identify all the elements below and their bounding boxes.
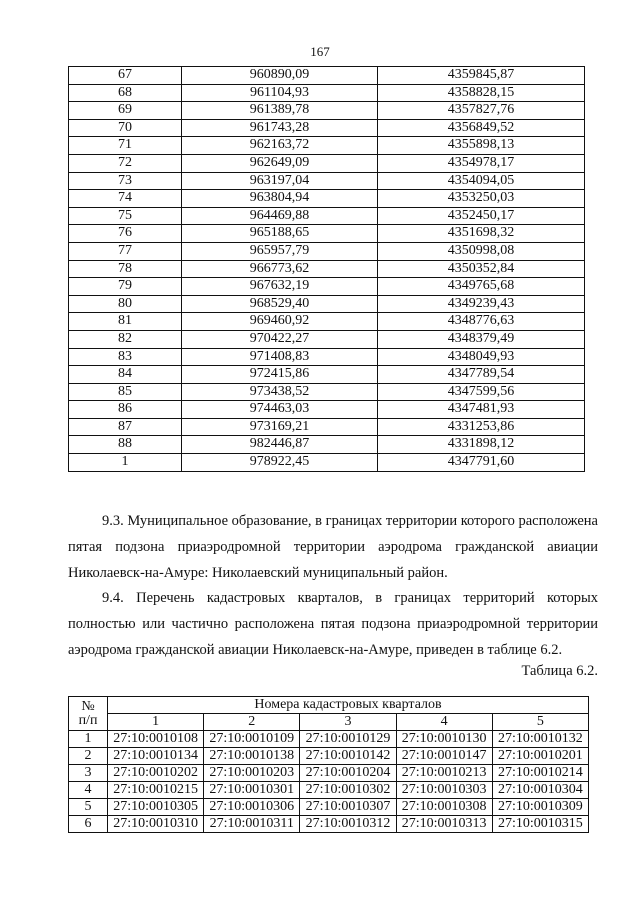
y-coordinate-cell: 4351698,32 xyxy=(378,225,585,243)
cadastral-quarter-cell: 27:10:0010202 xyxy=(108,765,204,782)
point-number-cell: 70 xyxy=(69,119,182,137)
paragraph-9-4 xyxy=(68,585,598,663)
x-coordinate-cell: 973438,52 xyxy=(182,383,378,401)
header-number-abbrev: п/п xyxy=(78,712,98,728)
cadastral-quarter-cell: 27:10:0010215 xyxy=(108,782,204,799)
table-row xyxy=(69,207,585,225)
row-number-cell: 1 xyxy=(69,731,108,748)
cadastral-quarter-cell: 27:10:0010132 xyxy=(492,731,588,748)
table-row xyxy=(69,102,585,120)
point-number-cell: 67 xyxy=(69,67,182,85)
cadastral-quarter-cell: 27:10:0010214 xyxy=(492,765,588,782)
column-number-3: 3 xyxy=(300,714,396,731)
cadastral-quarter-cell: 27:10:0010108 xyxy=(108,731,204,748)
table-row xyxy=(69,436,585,454)
x-coordinate-cell: 968529,40 xyxy=(182,295,378,313)
x-coordinate-cell: 982446,87 xyxy=(182,436,378,454)
point-number-cell: 80 xyxy=(69,295,182,313)
x-coordinate-cell: 961743,28 xyxy=(182,119,378,137)
cadastral-quarter-cell: 27:10:0010142 xyxy=(300,748,396,765)
cadastral-quarter-cell: 27:10:0010312 xyxy=(300,816,396,833)
x-coordinate-cell: 978922,45 xyxy=(182,454,378,472)
table-row xyxy=(69,418,585,436)
point-number-cell: 68 xyxy=(69,84,182,102)
y-coordinate-cell: 4358828,15 xyxy=(378,84,585,102)
point-number-cell: 77 xyxy=(69,242,182,260)
y-coordinate-cell: 4348776,63 xyxy=(378,313,585,331)
table-caption: Таблица 6.2. xyxy=(521,663,598,679)
y-coordinate-cell: 4353250,03 xyxy=(378,190,585,208)
table-row xyxy=(69,313,585,331)
x-coordinate-cell: 972415,86 xyxy=(182,366,378,384)
y-coordinate-cell: 4359845,87 xyxy=(378,67,585,85)
y-coordinate-cell: 4347791,60 xyxy=(378,454,585,472)
x-coordinate-cell: 962649,09 xyxy=(182,154,378,172)
y-coordinate-cell: 4352450,17 xyxy=(378,207,585,225)
y-coordinate-cell: 4354094,05 xyxy=(378,172,585,190)
x-coordinate-cell: 966773,62 xyxy=(182,260,378,278)
point-number-cell: 81 xyxy=(69,313,182,331)
paragraph-9-3 xyxy=(68,508,598,586)
point-number-cell: 1 xyxy=(69,454,182,472)
cadastral-quarter-cell: 27:10:0010311 xyxy=(204,816,300,833)
point-number-cell: 78 xyxy=(69,260,182,278)
point-number-cell: 88 xyxy=(69,436,182,454)
cadastral-quarter-cell: 27:10:0010310 xyxy=(108,816,204,833)
cadastral-quarter-cell: 27:10:0010315 xyxy=(492,816,588,833)
y-coordinate-cell: 4356849,52 xyxy=(378,119,585,137)
point-number-cell: 86 xyxy=(69,401,182,419)
cadastral-quarters-table xyxy=(68,696,589,833)
header-title-cell: Номера кадастровых кварталов xyxy=(108,697,589,714)
table-header-row xyxy=(69,697,589,714)
cadastral-quarter-cell: 27:10:0010304 xyxy=(492,782,588,799)
table-row xyxy=(69,119,585,137)
y-coordinate-cell: 4354978,17 xyxy=(378,154,585,172)
point-number-cell: 84 xyxy=(69,366,182,384)
y-coordinate-cell: 4355898,13 xyxy=(378,137,585,155)
table-row xyxy=(69,242,585,260)
x-coordinate-cell: 963197,04 xyxy=(182,172,378,190)
column-number-1: 1 xyxy=(108,714,204,731)
table-row xyxy=(69,278,585,296)
table-row xyxy=(69,782,589,799)
cadastral-quarter-cell: 27:10:0010308 xyxy=(396,799,492,816)
header-number-cell xyxy=(69,697,108,731)
cadastral-quarter-cell: 27:10:0010313 xyxy=(396,816,492,833)
header-number-symbol: № xyxy=(81,698,95,714)
table-row xyxy=(69,366,585,384)
table-row xyxy=(69,816,589,833)
table-row xyxy=(69,330,585,348)
paragraph-9-4-text: 9.4. Перечень кадастровых кварталов, в границах территорий которых полностью или частично расположена пятая подзона приаэродромной территории аэродрома гражданской авиации Николаевск-на-Амуре, приведен в таблице 6.2. xyxy=(68,590,598,658)
table-row xyxy=(69,260,585,278)
point-number-cell: 87 xyxy=(69,418,182,436)
table-column-numbers-row xyxy=(69,714,589,731)
y-coordinate-cell: 4349765,68 xyxy=(378,278,585,296)
cadastral-quarter-cell: 27:10:0010130 xyxy=(396,731,492,748)
cadastral-quarter-cell: 27:10:0010301 xyxy=(204,782,300,799)
point-number-cell: 74 xyxy=(69,190,182,208)
y-coordinate-cell: 4357827,76 xyxy=(378,102,585,120)
row-number-cell: 6 xyxy=(69,816,108,833)
point-number-cell: 75 xyxy=(69,207,182,225)
cadastral-quarter-cell: 27:10:0010109 xyxy=(204,731,300,748)
y-coordinate-cell: 4348049,93 xyxy=(378,348,585,366)
cadastral-quarter-cell: 27:10:0010147 xyxy=(396,748,492,765)
row-number-cell: 4 xyxy=(69,782,108,799)
x-coordinate-cell: 965957,79 xyxy=(182,242,378,260)
table-row xyxy=(69,295,585,313)
y-coordinate-cell: 4331898,12 xyxy=(378,436,585,454)
point-number-cell: 83 xyxy=(69,348,182,366)
table-row xyxy=(69,190,585,208)
y-coordinate-cell: 4348379,49 xyxy=(378,330,585,348)
x-coordinate-cell: 965188,65 xyxy=(182,225,378,243)
cadastral-quarter-cell: 27:10:0010307 xyxy=(300,799,396,816)
table-row xyxy=(69,348,585,366)
y-coordinate-cell: 4331253,86 xyxy=(378,418,585,436)
table-row xyxy=(69,67,585,85)
cadastral-quarter-cell: 27:10:0010213 xyxy=(396,765,492,782)
table-row xyxy=(69,137,585,155)
table-row xyxy=(69,748,589,765)
x-coordinate-cell: 960890,09 xyxy=(182,67,378,85)
y-coordinate-cell: 4347599,56 xyxy=(378,383,585,401)
x-coordinate-cell: 967632,19 xyxy=(182,278,378,296)
y-coordinate-cell: 4347789,54 xyxy=(378,366,585,384)
y-coordinate-cell: 4350998,08 xyxy=(378,242,585,260)
x-coordinate-cell: 961389,78 xyxy=(182,102,378,120)
row-number-cell: 5 xyxy=(69,799,108,816)
column-number-4: 4 xyxy=(396,714,492,731)
cadastral-quarter-cell: 27:10:0010306 xyxy=(204,799,300,816)
x-coordinate-cell: 964469,88 xyxy=(182,207,378,225)
page-number: 167 xyxy=(310,44,330,59)
point-number-cell: 79 xyxy=(69,278,182,296)
row-number-cell: 3 xyxy=(69,765,108,782)
point-number-cell: 71 xyxy=(69,137,182,155)
cadastral-quarter-cell: 27:10:0010203 xyxy=(204,765,300,782)
table-row xyxy=(69,225,585,243)
table-row xyxy=(69,799,589,816)
point-number-cell: 76 xyxy=(69,225,182,243)
cadastral-quarter-cell: 27:10:0010138 xyxy=(204,748,300,765)
table-row xyxy=(69,401,585,419)
column-number-2: 2 xyxy=(204,714,300,731)
table-row xyxy=(69,84,585,102)
y-coordinate-cell: 4350352,84 xyxy=(378,260,585,278)
table-row xyxy=(69,454,585,472)
x-coordinate-cell: 973169,21 xyxy=(182,418,378,436)
x-coordinate-cell: 963804,94 xyxy=(182,190,378,208)
point-number-cell: 82 xyxy=(69,330,182,348)
table-row xyxy=(69,172,585,190)
row-number-cell: 2 xyxy=(69,748,108,765)
coordinates-table xyxy=(68,66,585,472)
paragraph-9-3-text: 9.3. Муниципальное образование, в границах территории которого расположена пятая подзона приаэродромной территории аэродрома гражданской авиации Николаевск-на-Амуре: Николаевский муниципальный район. xyxy=(68,513,598,581)
x-coordinate-cell: 974463,03 xyxy=(182,401,378,419)
column-number-5: 5 xyxy=(492,714,588,731)
cadastral-quarter-cell: 27:10:0010302 xyxy=(300,782,396,799)
x-coordinate-cell: 970422,27 xyxy=(182,330,378,348)
cadastral-quarter-cell: 27:10:0010201 xyxy=(492,748,588,765)
y-coordinate-cell: 4349239,43 xyxy=(378,295,585,313)
point-number-cell: 69 xyxy=(69,102,182,120)
table-row xyxy=(69,731,589,748)
table-row xyxy=(69,765,589,782)
x-coordinate-cell: 961104,93 xyxy=(182,84,378,102)
cadastral-quarter-cell: 27:10:0010134 xyxy=(108,748,204,765)
point-number-cell: 72 xyxy=(69,154,182,172)
x-coordinate-cell: 971408,83 xyxy=(182,348,378,366)
y-coordinate-cell: 4347481,93 xyxy=(378,401,585,419)
x-coordinate-cell: 969460,92 xyxy=(182,313,378,331)
table-row xyxy=(69,154,585,172)
cadastral-quarter-cell: 27:10:0010305 xyxy=(108,799,204,816)
point-number-cell: 85 xyxy=(69,383,182,401)
point-number-cell: 73 xyxy=(69,172,182,190)
cadastral-quarter-cell: 27:10:0010303 xyxy=(396,782,492,799)
cadastral-quarter-cell: 27:10:0010309 xyxy=(492,799,588,816)
table-row xyxy=(69,383,585,401)
cadastral-quarter-cell: 27:10:0010204 xyxy=(300,765,396,782)
x-coordinate-cell: 962163,72 xyxy=(182,137,378,155)
cadastral-quarter-cell: 27:10:0010129 xyxy=(300,731,396,748)
